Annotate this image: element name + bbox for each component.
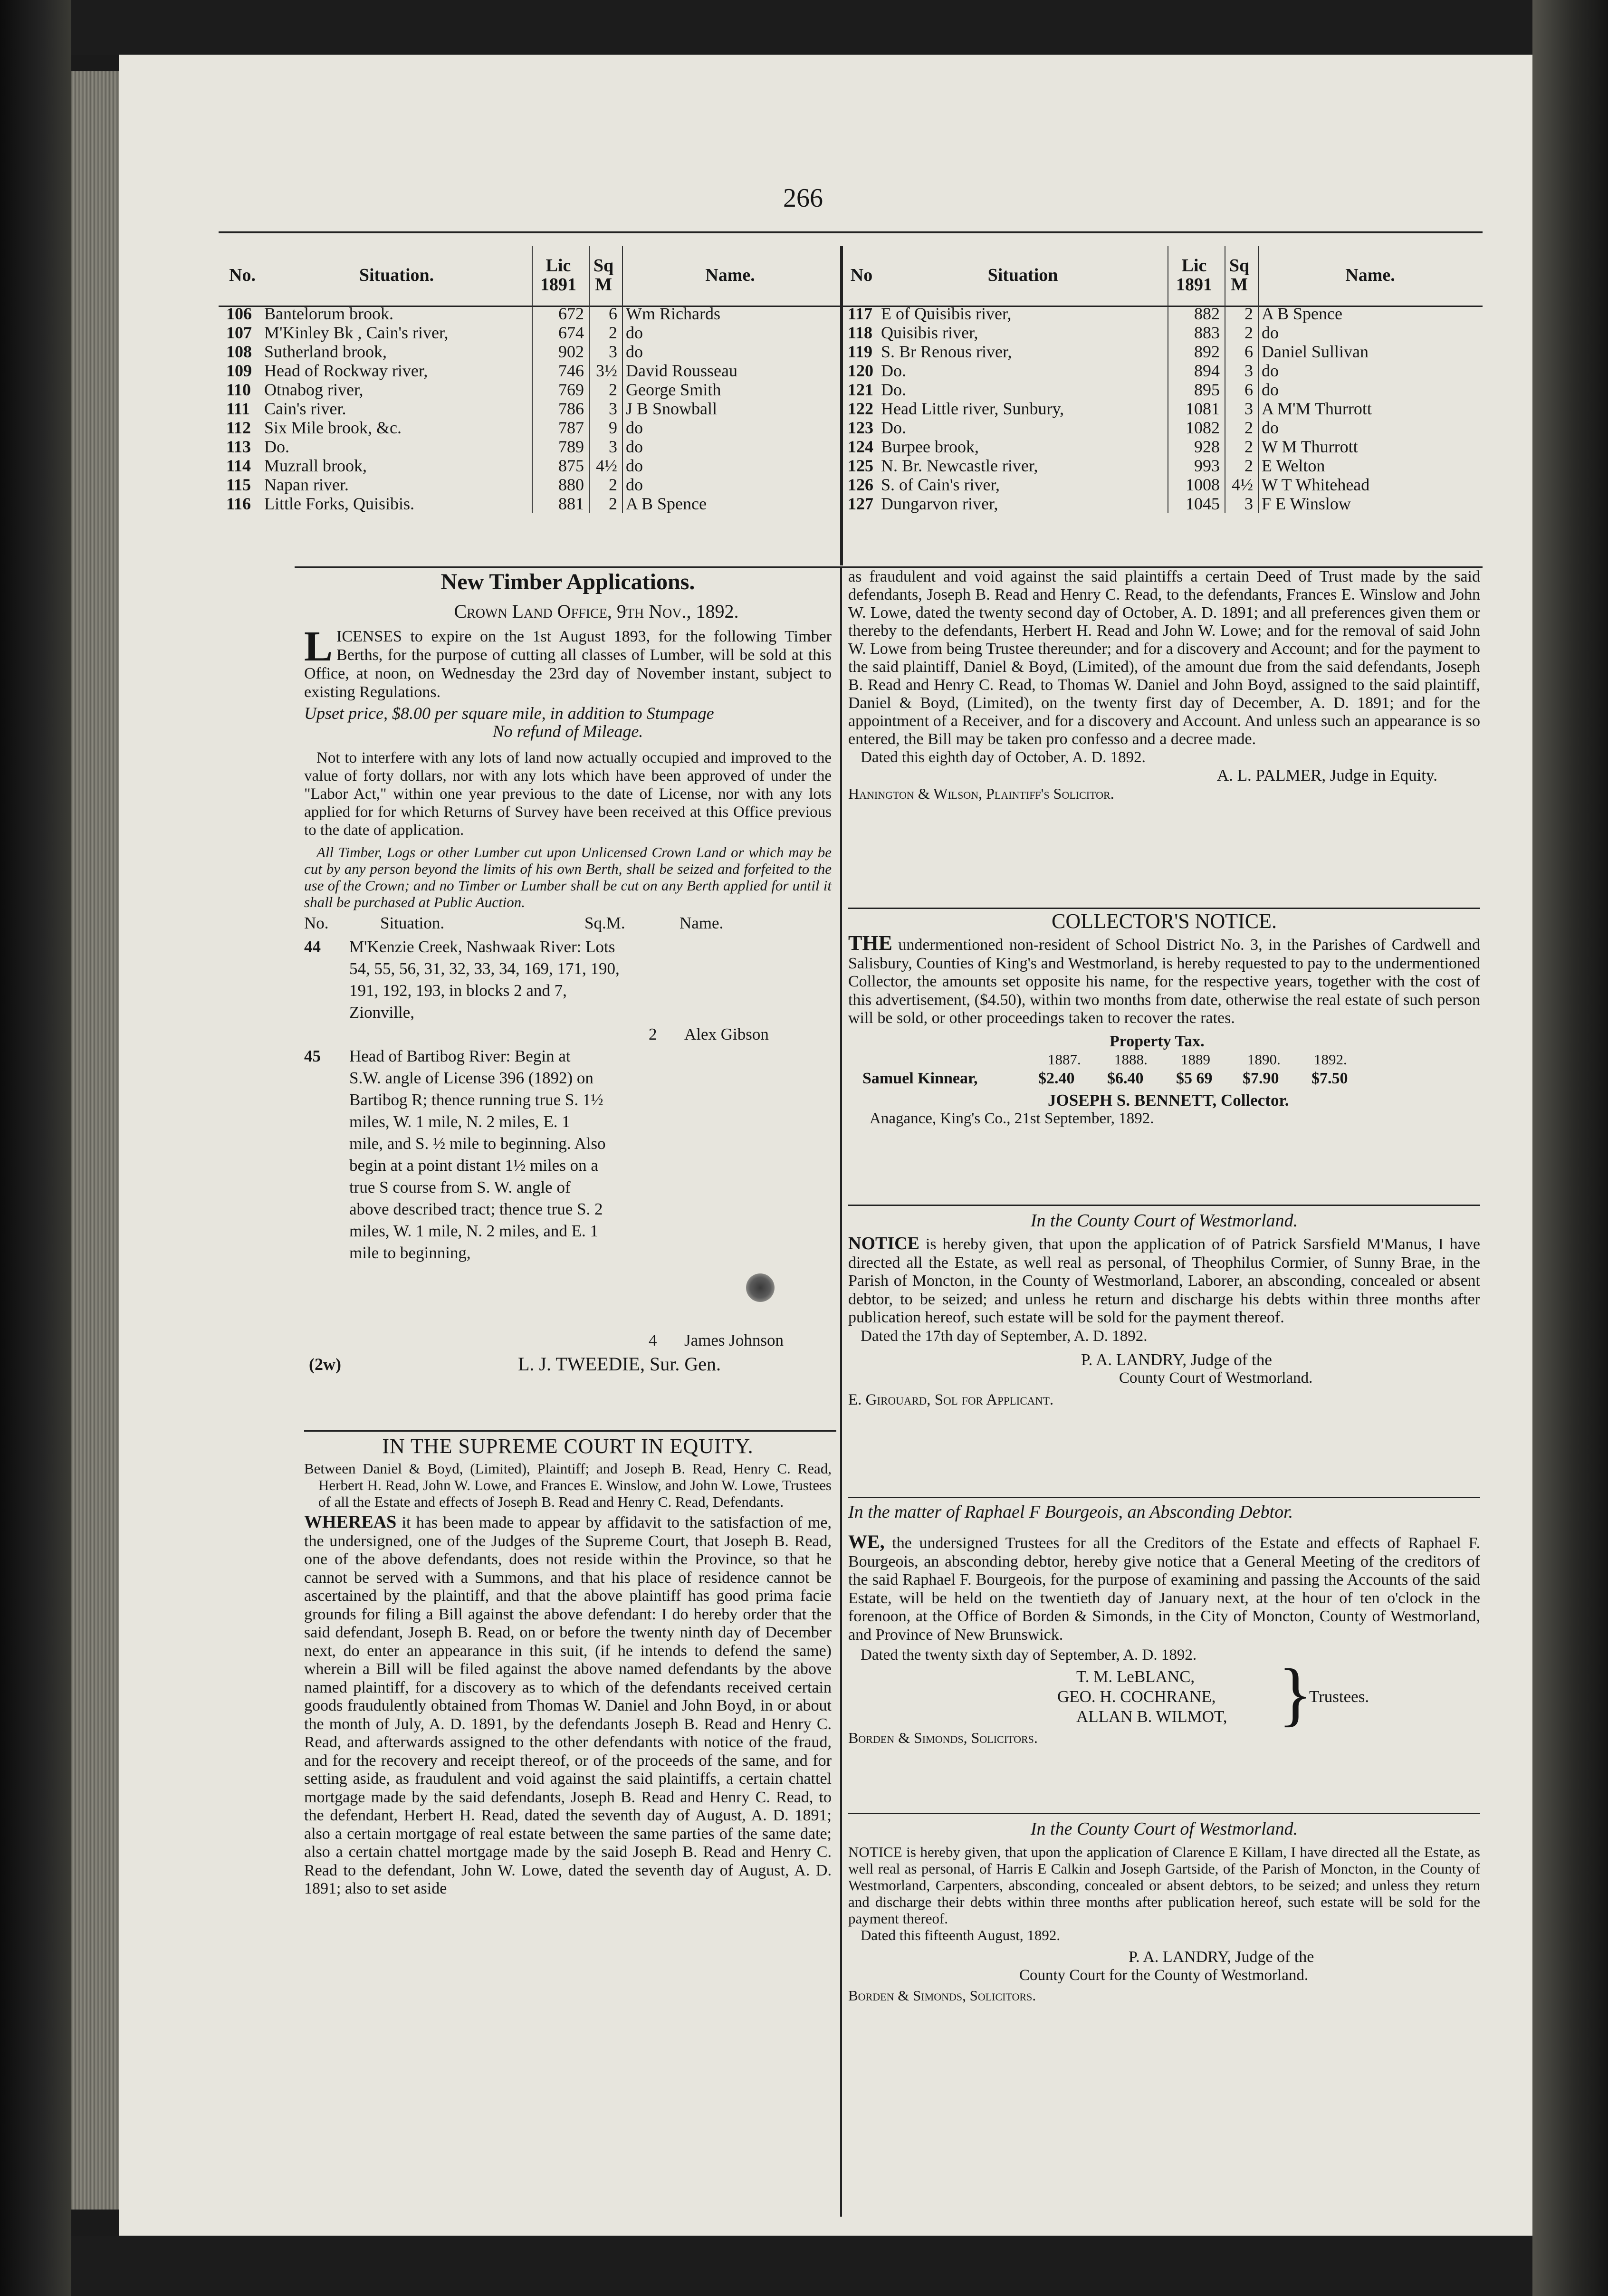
cell-name: do bbox=[626, 418, 643, 437]
supreme-solicitor: Hanington & Wilson, Plaintiff's Solicitor. bbox=[848, 785, 1114, 802]
county1-body-text: is hereby given, that upon the application of of Patrick Sarsfield M'Manus, I have directed all the Estate, as well real as personal, of Theophilus Cormier, of Sunny Brae, in the Parish of Moncton, in the County of Westmorland, Laborer, an absconding, concealed or absent debtor, to be seized; and unless he return and discharge his debts within three months after publication hereof, such estate will be sold for the payment thereof. bbox=[848, 1235, 1480, 1326]
cell-name: do bbox=[626, 475, 643, 494]
item-number: 44 bbox=[304, 938, 321, 956]
supreme-court-notice bbox=[304, 1437, 832, 1898]
cell-name: do bbox=[626, 437, 643, 456]
list-header-name: Name. bbox=[680, 914, 724, 932]
cell-lic: 993 bbox=[1168, 456, 1225, 475]
sign-name: L. J. TWEEDIE, Sur. Gen. bbox=[518, 1353, 721, 1375]
tax-amount: $7.90 bbox=[1243, 1069, 1279, 1087]
cell-sq: 2 bbox=[589, 323, 622, 342]
bourgeois-body bbox=[848, 1533, 1480, 1644]
county1-title: In the County Court of Westmorland. bbox=[1030, 1211, 1298, 1231]
cell-name: do bbox=[1262, 418, 1279, 437]
cell-name: W T Whitehead bbox=[1262, 475, 1370, 494]
table-row bbox=[845, 494, 1482, 513]
cell-situation: N. Br. Newcastle river, bbox=[881, 456, 1038, 475]
cell-name: Daniel Sullivan bbox=[1262, 342, 1369, 361]
table-center-rule bbox=[840, 246, 843, 565]
cell-lic: 902 bbox=[532, 342, 589, 361]
header-sq: Sq M bbox=[589, 246, 622, 304]
cell-situation: Napan river. bbox=[264, 475, 349, 494]
county1-sol: E. Girouard, Sol for Applicant. bbox=[848, 1391, 1054, 1408]
supreme-body bbox=[304, 1513, 832, 1898]
timber-para2: Not to interfere with any lots of land now actually occupied and improved to the value of forty dollars, nor with any lots which have been approved of under the "Labor Act," within one year previous to the date of License, nor with any lots applied for for which Returns of Survey have been received at this Office previous to the date of application. bbox=[304, 749, 832, 839]
cell-lic: 746 bbox=[532, 361, 589, 380]
cell-situation: M'Kinley Bk , Cain's river, bbox=[264, 323, 449, 342]
cell-situation: Sutherland brook, bbox=[264, 342, 387, 361]
tax-amount: $2.40 bbox=[1038, 1069, 1075, 1087]
cell-no: 111 bbox=[226, 399, 250, 418]
column-divider bbox=[840, 568, 842, 2217]
bourgeois-lead: WE, bbox=[848, 1531, 885, 1552]
cell-no: 110 bbox=[226, 380, 251, 399]
cell-lic: 881 bbox=[532, 494, 589, 513]
header-name: Name. bbox=[705, 265, 755, 285]
cell-situation: S. Br Renous river, bbox=[881, 342, 1012, 361]
trustee-name: T. M. LeBLANC, bbox=[1076, 1667, 1195, 1686]
timber-table-right bbox=[845, 246, 1482, 513]
timber-signature bbox=[304, 1353, 832, 1380]
county2-title: In the County Court of Westmorland. bbox=[1030, 1819, 1298, 1839]
cell-name: A B Spence bbox=[626, 494, 707, 513]
cell-no: 114 bbox=[226, 456, 251, 475]
tax-amount: $5 69 bbox=[1176, 1069, 1213, 1087]
timber-body-text: ICENSES to expire on the 1st August 1893, for the following Timber Berths, for the purpose of cutting all classes of Lumber, will be sold at this Office, at noon, on Wednesday the 23rd day of November instant, subject to existing Regulations. bbox=[304, 628, 832, 701]
table-row bbox=[845, 475, 1482, 494]
trustees-label: Trustees. bbox=[1309, 1687, 1369, 1706]
cell-lic: 894 bbox=[1168, 361, 1225, 380]
table-row bbox=[223, 399, 837, 418]
list-item-44 bbox=[304, 936, 832, 1045]
cell-lic: 789 bbox=[532, 437, 589, 456]
cell-name: David Rousseau bbox=[626, 361, 737, 380]
cell-situation: E of Quisibis river, bbox=[881, 304, 1012, 323]
cell-lic: 895 bbox=[1168, 380, 1225, 399]
cell-situation: Burpee brook, bbox=[881, 437, 979, 456]
cell-name: do bbox=[1262, 361, 1279, 380]
header-no: No bbox=[850, 265, 873, 285]
cell-situation: Do. bbox=[264, 437, 289, 456]
list-header-no: No. bbox=[304, 914, 329, 932]
cell-no: 106 bbox=[226, 304, 252, 323]
timber-title: New Timber Applications. bbox=[440, 569, 695, 594]
county2-body: NOTICE is hereby given, that upon the application of Clarence E Killam, I have directed all the Estate, as well real as personal, of Harris E Calkin and Joseph Gartside, of the Parish of Moncton, in the County of Westmorland, Carpenters, absconding, concealed or absent debtors, to be seized; and unless they return and discharge their debts within three months after publication hereof, such estate will be sold for the payment thereof. bbox=[848, 1844, 1480, 1927]
table-row bbox=[845, 361, 1482, 380]
table-row bbox=[223, 437, 837, 456]
item-situation: M'Kenzie Creek, Nashwaak River: Lots 54, 55, 56, 31, 32, 33, 34, 169, 171, 190, 191, 192, 193, in blocks 2 and 7, Zionville, bbox=[349, 938, 620, 1022]
cell-situation: Do. bbox=[881, 418, 906, 437]
county1-judge1: P. A. LANDRY, Judge of the bbox=[1081, 1350, 1272, 1369]
cell-situation: Otnabog river, bbox=[264, 380, 364, 399]
tax-year: 1888. bbox=[1114, 1051, 1148, 1068]
collector-place: Anagance, King's Co., 21st September, 1892. bbox=[870, 1110, 1154, 1127]
cell-name: Wm Richards bbox=[626, 304, 720, 323]
cell-sq: 6 bbox=[1225, 380, 1258, 399]
trustee-name: ALLAN B. WILMOT, bbox=[1076, 1707, 1227, 1726]
cell-sq: 2 bbox=[589, 494, 622, 513]
table-row bbox=[223, 475, 837, 494]
timber-table-left bbox=[223, 246, 837, 513]
bourgeois-title: In the matter of Raphael F Bourgeois, an Absconding Debtor. bbox=[848, 1502, 1293, 1522]
cell-sq: 2 bbox=[1225, 456, 1258, 475]
cell-situation: Bantelorum brook. bbox=[264, 304, 393, 323]
table-row bbox=[845, 437, 1482, 456]
cell-no: 112 bbox=[226, 418, 251, 437]
header-lic: Lic 1891 bbox=[1168, 246, 1225, 304]
bourgeois-dated: Dated the twenty sixth day of September, A. D. 1892. bbox=[861, 1646, 1197, 1664]
cell-situation: Muzrall brook, bbox=[264, 456, 367, 475]
cell-lic: 786 bbox=[532, 399, 589, 418]
tax-year: 1887. bbox=[1048, 1051, 1081, 1068]
cell-no: 125 bbox=[848, 456, 873, 475]
cell-no: 116 bbox=[226, 494, 251, 513]
table-row bbox=[845, 399, 1482, 418]
table-row bbox=[223, 323, 837, 342]
cell-sq: 2 bbox=[1225, 323, 1258, 342]
rule bbox=[304, 1430, 836, 1432]
scan-right-border bbox=[1532, 0, 1608, 2296]
supreme-continued: as fraudulent and void against the said plaintiffs a certain Deed of Trust made by the said defendants, Joseph B. Read and Henry C. Read, to the defendants, Frances E. Winslow and John W. Lowe, dated the twenty second day of October, A. D. 1891; and all preferences given them or thereby to the defendants, Herbert H. Read and John W. Lowe; and for the removal of said John W. Lowe from being Trustee thereunder; and for a discovery and Account; and for the payment to the said plaintiff, Daniel & Boyd, (Limited), of the amount due from the said defendants, Joseph B. Read and Henry C. Read, to Thomas W. Daniel and John Boyd, assigned to the said plaintiff, Daniel & Boyd, (Limited), on the twenty first day of December, A. D. 1891; and for the appointment of a Receiver, and for a discovery and Account. And unless such an appearance is so entered, the Bill may be taken pro confesso and a decree made. bbox=[848, 568, 1480, 748]
cell-situation: Quisibis river, bbox=[881, 323, 978, 342]
bourgeois-body-text: the undersigned Trustees for all the Creditors of the Estate and effects of Raphael F. Bourgeois, an absconding debtor, hereby give notice that a General Meeting of the creditors of the said Raphael F. Bourgeois, for the purpose of examining and passing the Accounts of the said Estate, will be held on the twentieth day of January next, at the hour of ten o'clock in the forenoon, at the Office of Borden & Simonds, in the City of Moncton, County of Westmorland, and Province of New Brunswick. bbox=[848, 1534, 1480, 1644]
cell-lic: 1008 bbox=[1168, 475, 1225, 494]
tax-person: Samuel Kinnear, bbox=[862, 1069, 978, 1087]
timber-para3: All Timber, Logs or other Lumber cut upon Unlicensed Crown Land or which may be cut by any person beyond the limits of his own Berth, shall be seized and forfeited to the use of the Crown; and no Timber or Lumber shall be cut on any Berth applied for until it shall be purchased at Public Auction. bbox=[304, 844, 832, 910]
county1-body bbox=[848, 1234, 1480, 1327]
cell-sq: 4½ bbox=[589, 456, 622, 475]
cell-no: 118 bbox=[848, 323, 873, 342]
cell-sq: 3 bbox=[1225, 494, 1258, 513]
county-court-notice-2 bbox=[848, 1820, 1480, 2004]
cell-sq: 3½ bbox=[589, 361, 622, 380]
collector-lead: THE bbox=[848, 931, 892, 955]
cell-name: A B Spence bbox=[1262, 304, 1342, 323]
cell-sq: 2 bbox=[1225, 304, 1258, 323]
list-item-45 bbox=[304, 1045, 832, 1353]
cell-situation: S. of Cain's river, bbox=[881, 475, 1000, 494]
header-sq: Sq M bbox=[1225, 246, 1258, 304]
county-court-notice-1 bbox=[848, 1212, 1480, 1409]
no-refund: No refund of Mileage. bbox=[492, 722, 643, 741]
county2-judge1: P. A. LANDRY, Judge of the bbox=[1129, 1948, 1314, 1966]
cell-lic: 1045 bbox=[1168, 494, 1225, 513]
item-number: 45 bbox=[304, 1047, 321, 1065]
cell-lic: 1082 bbox=[1168, 418, 1225, 437]
cell-sq: 2 bbox=[589, 380, 622, 399]
list-header-sqm: Sq.M. bbox=[584, 914, 625, 932]
cell-no: 123 bbox=[848, 418, 873, 437]
list-header-situation: Situation. bbox=[380, 914, 445, 932]
table-row bbox=[223, 494, 837, 513]
cell-no: 113 bbox=[226, 437, 251, 456]
collector-body-text: undermentioned non-resident of School District No. 3, in the Parishes of Cardwell and Salisbury, Counties of King's and Westmorland, is hereby requested to pay to the undermentioned Collector, the amounts set opposite his name, for the respective years, together with the cost of this advertisement, ($4.50), within two months from date, otherwise the real estate of such person will be sold, or other proceedings taken to recover the rates. bbox=[848, 936, 1480, 1027]
tax-years bbox=[848, 1051, 1480, 1070]
cell-no: 117 bbox=[848, 304, 873, 323]
item-name: James Johnson bbox=[684, 1331, 784, 1349]
county2-solicitors: Borden & Simonds, Solicitors. bbox=[848, 1987, 1036, 2004]
supreme-lead: WHEREAS bbox=[304, 1512, 397, 1532]
cell-no: 121 bbox=[848, 380, 873, 399]
cell-situation: Do. bbox=[881, 361, 906, 380]
rule bbox=[848, 1497, 1480, 1498]
tax-year: 1892. bbox=[1314, 1051, 1347, 1068]
cell-lic: 928 bbox=[1168, 437, 1225, 456]
cell-situation: Head Little river, Sunbury, bbox=[881, 399, 1064, 418]
supreme-court-notice-continued bbox=[848, 568, 1480, 803]
cell-lic: 674 bbox=[532, 323, 589, 342]
bourgeois-notice bbox=[848, 1502, 1480, 1747]
cell-name: W M Thurrott bbox=[1262, 437, 1358, 456]
office-line: Crown Land Office, 9th Nov., 1892. bbox=[454, 601, 739, 622]
cell-situation: Little Forks, Quisibis. bbox=[264, 494, 415, 513]
cell-name: George Smith bbox=[626, 380, 721, 399]
table-row bbox=[845, 380, 1482, 399]
trustee-name: GEO. H. COCHRANE, bbox=[1057, 1687, 1216, 1706]
cell-sq: 3 bbox=[589, 437, 622, 456]
cell-name: A M'M Thurrott bbox=[1262, 399, 1372, 418]
table-top-rule bbox=[219, 231, 1483, 233]
scan-bottom-border bbox=[71, 2236, 1532, 2296]
list-header bbox=[304, 914, 832, 936]
item-name: Alex Gibson bbox=[684, 1025, 769, 1043]
tax-year: 1889 bbox=[1181, 1051, 1210, 1068]
supreme-dated: Dated this eighth day of October, A. D. 1892. bbox=[861, 749, 1146, 766]
item-situation: Head of Bartibog River: Begin at S.W. angle of License 396 (1892) on Bartibog R; thence running true S. 1½ miles, W. 1 mile, N. 2 miles, E. 1 mile, and S. ½ mile to beginning. Also begin at a point distant 1½ miles on a true S course from S. W. angle of above described tract; thence true S. 2 miles, W. 1 mile, N. 2 miles, and E. 1 mile to beginning, bbox=[349, 1047, 606, 1262]
item-sqm: 4 bbox=[649, 1331, 657, 1349]
cell-lic: 892 bbox=[1168, 342, 1225, 361]
collector-title: COLLECTOR'S NOTICE. bbox=[1051, 909, 1277, 933]
supreme-title: IN THE SUPREME COURT IN EQUITY. bbox=[382, 1435, 754, 1458]
cell-sq: 9 bbox=[589, 418, 622, 437]
cell-sq: 2 bbox=[1225, 437, 1258, 456]
brace-glyph: } bbox=[1278, 1655, 1312, 1733]
table-row bbox=[223, 304, 837, 323]
cell-lic: 787 bbox=[532, 418, 589, 437]
cell-situation: Six Mile brook, &c. bbox=[264, 418, 402, 437]
cell-lic: 769 bbox=[532, 380, 589, 399]
bourgeois-solicitors: Borden & Simonds, Solicitors. bbox=[848, 1729, 1038, 1746]
cell-sq: 2 bbox=[1225, 418, 1258, 437]
cell-situation: Cain's river. bbox=[264, 399, 346, 418]
cell-no: 120 bbox=[848, 361, 873, 380]
cell-no: 109 bbox=[226, 361, 252, 380]
cell-no: 107 bbox=[226, 323, 252, 342]
table-row bbox=[223, 456, 837, 475]
county1-dated: Dated the 17th day of September, A. D. 1892. bbox=[861, 1327, 1148, 1345]
cell-sq: 3 bbox=[1225, 399, 1258, 418]
supreme-body-text: it has been made to appear by affidavit to the satisfaction of me, the undersigned, one of the Judges of the Supreme Court, that Joseph B. Read, one of the above defendants, does not reside within the Province, so that he cannot be served with a Summons, and that his place of residence cannot be ascertained by the plaintiff, and that the above plaintiff has good prima facie grounds for filing a Bill against the above defendant: I do hereby order that the said defendant, Joseph B. Read, on or before the twenty ninth day of December next, do enter an appearance in this suit, (if he intends to defend the same) wherein a Bill will be filed against the above named defendants by the above named plaintiff, for a discovery as to which of the defendants received certain goods fraudulently obtained from Thomas W. Daniel and John Boyd, in or about the month of July, A. D. 1891, by the defendants Joseph B. Read and Henry C. Read, and afterwards assigned to the other defendants with notice of the fraud, and for the recovery and receipt thereof, or of the proceeds of the same, and for setting aside, as fraudulent and void against the said plaintiffs, a certain chattel mortgage made by the said defendants, Joseph B. Read and Henry C. Read, to the defendant, Herbert H. Read, dated the seventh day of August, A. D. 1891; also a certain mortgage of real estate between the same parties of the same date; also a certain chattel mortgage made by the said Joseph B. Read and Henry C. Read to the defendant, John W. Lowe, dated the seventh day of August, A. D. 1891; also to set aside bbox=[304, 1514, 832, 1897]
table-row bbox=[845, 456, 1482, 475]
cell-name: do bbox=[626, 456, 643, 475]
cell-no: 126 bbox=[848, 475, 873, 494]
scan-top-border bbox=[71, 0, 1532, 55]
header-no: No. bbox=[229, 265, 256, 285]
cell-lic: 880 bbox=[532, 475, 589, 494]
scan-left-border bbox=[0, 0, 71, 2296]
collector-sign: JOSEPH S. BENNETT, Collector. bbox=[1048, 1091, 1289, 1110]
cell-lic: 875 bbox=[532, 456, 589, 475]
cell-no: 108 bbox=[226, 342, 252, 361]
collector-body bbox=[848, 931, 1480, 1028]
rule bbox=[848, 1813, 1480, 1814]
county2-dated: Dated this fifteenth August, 1892. bbox=[861, 1927, 1061, 1943]
timber-applications-notice bbox=[304, 570, 832, 1380]
table-row bbox=[845, 304, 1482, 323]
drop-cap: L bbox=[304, 623, 333, 670]
cell-lic: 672 bbox=[532, 304, 589, 323]
cell-name: do bbox=[1262, 323, 1279, 342]
cell-no: 124 bbox=[848, 437, 873, 456]
table-row bbox=[845, 418, 1482, 437]
tax-amount: $6.40 bbox=[1107, 1069, 1144, 1087]
cell-no: 122 bbox=[848, 399, 873, 418]
cell-no: 127 bbox=[848, 494, 873, 513]
header-situation: Situation. bbox=[359, 265, 434, 285]
cell-lic: 1081 bbox=[1168, 399, 1225, 418]
supreme-parties: Between Daniel & Boyd, (Limited), Plaintiff; and Joseph B. Read, Henry C. Read, Herbert H. Read, John W. Lowe, and Frances E. Winslow, and John W. Lowe, Trustees of all the Estate and effects of Joseph B. Read and Henry C. Read, Defendants. bbox=[304, 1460, 832, 1510]
county2-judge2: County Court for the County of Westmorland. bbox=[1019, 1967, 1309, 1984]
cell-no: 115 bbox=[226, 475, 251, 494]
cell-situation: Do. bbox=[881, 380, 906, 399]
sign-code: (2w) bbox=[309, 1355, 341, 1374]
cell-name: do bbox=[1262, 380, 1279, 399]
cell-situation: Dungarvon river, bbox=[881, 494, 998, 513]
table-row bbox=[223, 361, 837, 380]
tax-amount: $7.50 bbox=[1311, 1069, 1348, 1087]
cell-no: 119 bbox=[848, 342, 873, 361]
cell-sq: 6 bbox=[589, 304, 622, 323]
tax-row bbox=[848, 1070, 1480, 1091]
header-lic: Lic 1891 bbox=[532, 246, 589, 304]
table-row bbox=[845, 342, 1482, 361]
cell-sq: 4½ bbox=[1225, 475, 1258, 494]
tax-year: 1890. bbox=[1247, 1051, 1281, 1068]
cell-name: do bbox=[626, 323, 643, 342]
table-row bbox=[845, 323, 1482, 342]
table-row bbox=[223, 418, 837, 437]
timber-body bbox=[304, 623, 832, 701]
cell-lic: 883 bbox=[1168, 323, 1225, 342]
item-sqm: 2 bbox=[649, 1025, 657, 1043]
rule bbox=[848, 908, 1480, 909]
table-row bbox=[223, 380, 837, 399]
cell-name: J B Snowball bbox=[626, 399, 718, 418]
collectors-notice bbox=[848, 909, 1480, 1128]
county1-judge2: County Court of Westmorland. bbox=[1119, 1369, 1313, 1387]
cell-name: E Welton bbox=[1262, 456, 1325, 475]
cell-sq: 6 bbox=[1225, 342, 1258, 361]
cell-sq: 3 bbox=[1225, 361, 1258, 380]
cell-situation: Head of Rockway river, bbox=[264, 361, 428, 380]
upset-price: Upset price, $8.00 per square mile, in addition to Stumpage bbox=[304, 704, 714, 723]
rule bbox=[848, 1205, 1480, 1206]
cell-sq: 3 bbox=[589, 342, 622, 361]
table-row bbox=[223, 342, 837, 361]
cell-name: do bbox=[626, 342, 643, 361]
cell-lic: 882 bbox=[1168, 304, 1225, 323]
tax-title: Property Tax. bbox=[1110, 1032, 1205, 1050]
ink-blot bbox=[746, 1273, 775, 1302]
county1-lead: NOTICE bbox=[848, 1234, 919, 1253]
cell-sq: 2 bbox=[589, 475, 622, 494]
cell-name: F E Winslow bbox=[1262, 494, 1351, 513]
supreme-judge: A. L. PALMER, Judge in Equity. bbox=[1216, 766, 1437, 784]
cell-sq: 3 bbox=[589, 399, 622, 418]
header-situation: Situation bbox=[987, 265, 1058, 285]
page-number: 266 bbox=[783, 183, 823, 213]
header-name: Name. bbox=[1345, 265, 1395, 285]
